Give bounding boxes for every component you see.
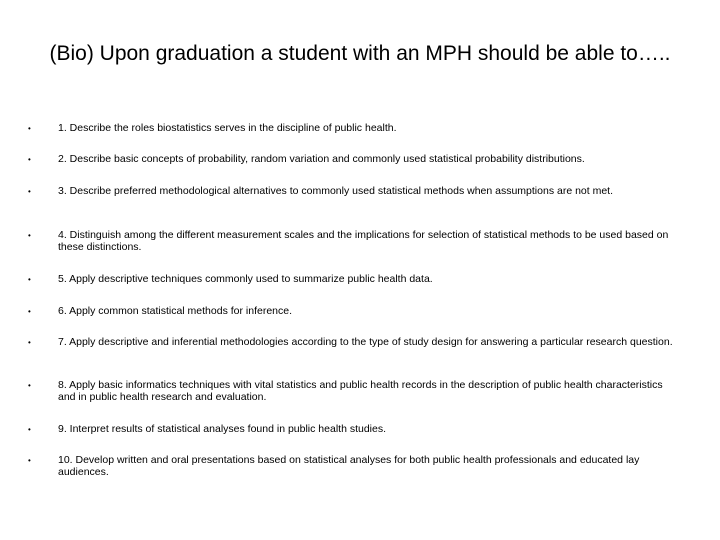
list-item [28, 336, 688, 349]
bullet-icon: • [28, 124, 31, 133]
list-item-text: 1. Describe the roles biostatistics serves in the discipline of public health. [58, 122, 397, 134]
bullet-icon: • [28, 456, 31, 465]
list-item [28, 379, 688, 403]
bullet-icon: • [28, 187, 31, 196]
bullet-icon: • [28, 381, 31, 390]
bullet-icon: • [28, 307, 31, 316]
bullet-icon: • [28, 338, 31, 347]
bullet-icon: • [28, 231, 31, 240]
list-item-text: 8. Apply basic informatics techniques with vital statistics and public health records in the description of public health characteristics and in public health research and evaluation. [58, 379, 663, 403]
list-item-text: 7. Apply descriptive and inferential methodologies according to the type of study design for answering a particular research question. [58, 336, 673, 348]
list-item-text: 5. Apply descriptive techniques commonly used to summarize public health data. [58, 273, 433, 285]
list-item-text: 3. Describe preferred methodological alternatives to commonly used statistical methods when assumptions are not met. [58, 185, 614, 197]
slide-title: (Bio) Upon graduation a student with an MPH should be able to….. [49, 42, 671, 65]
list-item-text: 4. Distinguish among the different measurement scales and the implications for selection of statistical methods to be used based on these distinctions. [58, 229, 669, 253]
list-item [28, 454, 688, 478]
bullet-icon: • [28, 425, 31, 434]
list-item [28, 305, 688, 318]
list-item-text: 10. Develop written and oral presentations based on statistical analyses for both public health professionals and educated lay audiences. [58, 454, 640, 478]
list-item-text: 6. Apply common statistical methods for inference. [58, 305, 293, 317]
list-item [28, 229, 688, 253]
list-item [28, 273, 688, 286]
list-item [28, 423, 688, 436]
list-item [28, 122, 688, 135]
bullet-icon: • [28, 275, 31, 284]
list-item [28, 153, 688, 166]
bullet-icon: • [28, 155, 31, 164]
list-item-text: 9. Interpret results of statistical analyses found in public health studies. [58, 423, 387, 435]
list-item [28, 185, 688, 198]
list-item-text: 2. Describe basic concepts of probability, random variation and commonly used statistical probability distributions. [58, 153, 585, 165]
